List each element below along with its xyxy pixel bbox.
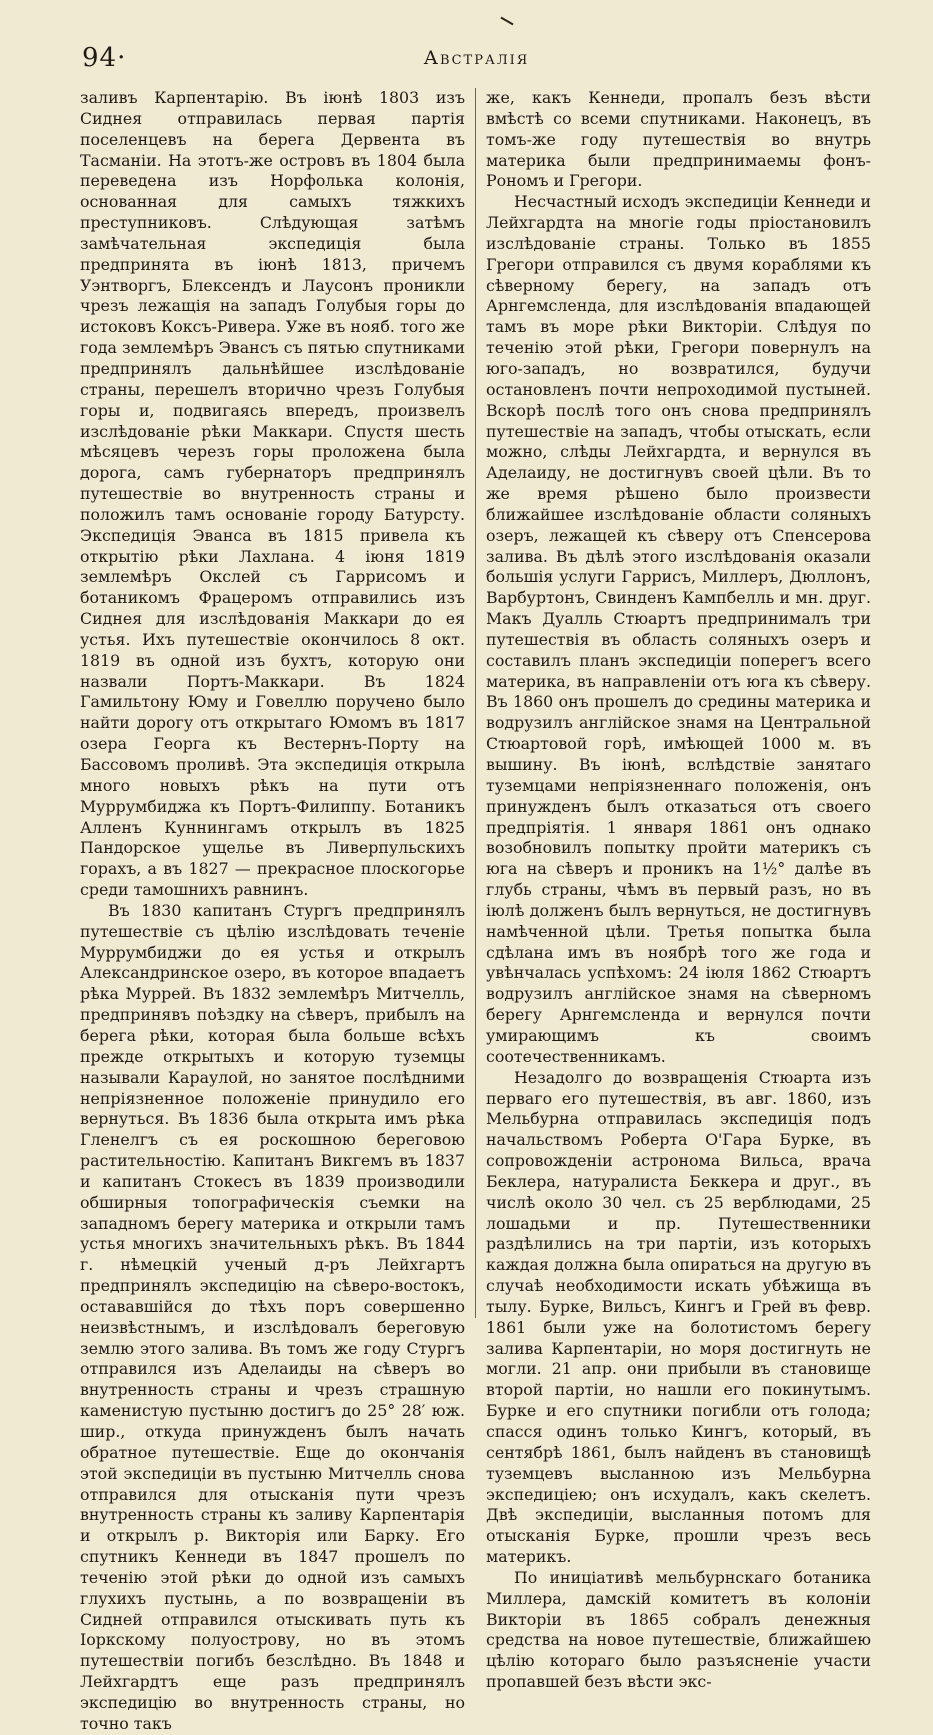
text-columns [80,88,872,1733]
paragraph: же, какъ Кеннеди, пропалъ безъ вѣсти вмѣстѣ со всеми спутниками. Наконецъ, въ томъ-же году путешествія во внутрь материка были предпринимаемы фонъ-Рономъ и Грегори. [486,88,872,191]
running-title: Австралія [423,47,530,69]
paragraph: Несчастный исходъ экспедиціи Кеннеди и Лейхгардта на многіе годы пріостановилъ изслѣдованіе страны. Только въ 1855 Грегори отправился съ двумя кораблями къ сѣверному берегу, на западъ отъ Арнгемсленда, для изслѣдованія впадающей тамъ въ море рѣки Викторіи. Слѣдуя по теченію этой рѣки, Грегори повернулъ на юго-западъ, но возвратился, будучи остановленъ почти непроходимой пустыней. Вскорѣ послѣ того онъ снова предпринялъ путешествіе на западъ, чтобы отыскать, если можно, слѣды Лейхгардта, и вернулся въ Аделаиду, не достигнувъ своей цѣли. Въ то же время рѣшено было произвести ближайшее изслѣдованіе области соляныхъ озеръ, лежащей къ сѣверу отъ Спенсерова залива. Въ дѣлѣ этого изслѣдованія оказали большія услуги Гаррисъ, Миллеръ, Дюллонъ, Варбуртонъ, Свинденъ Кампбелль и мн. друг. Макъ Дуалль Стюартъ предпринималъ три путешествія въ область соляныхъ озеръ и составилъ планъ экспедиціи поперегъ всего материка, въ направленіи отъ юга къ сѣверу. Въ 1860 онъ прошелъ до средины материка и водрузилъ англійское знамя на Центральной Стюартовой горѣ, имѣющей 1000 м. въ вышину. Въ іюнѣ, вслѣдствіе занятаго туземцами непріязненнаго положенія, онъ принужденъ былъ отказаться отъ своего предпріятія. 1 января 1861 онъ однако возобновилъ попытку пройти материкъ съ юга на сѣверъ и проникъ на 1½° далѣе въ глубь страны, чѣмъ въ первый разъ, но въ іюлѣ долженъ былъ вернуться, не достигнувъ намѣченной цѣли. Третья попытка была сдѣлана имъ въ ноябрѣ того же года и увѣнчалась успѣхомъ: 24 іюля 1862 Стюартъ водрузилъ англійское знамя на сѣверномъ берегу Арнгемсленда и вернулся почти умирающимъ къ своимъ соотечественникамъ. [486,192,872,1066]
paragraph: заливъ Карпентарію. Въ іюнѣ 1803 изъ Сиднея отправилась первая партія поселенцевъ на берега Дервента въ Тасманіи. На этотъ-же островъ въ 1804 была переведена изъ Норфолька колонія, основанная для самыхъ тяжкихъ преступниковъ. Слѣдующая затѣмъ замѣчательная экспедиція была предпринята въ іюнѣ 1813, причемъ Уэнтворгъ, Блексендъ и Лаусонъ проникли чрезъ лежащія на западъ Голубыя горы до истоковъ Коксъ-Ривера. Уже въ нояб. того же года землемѣръ Эвансъ съ пятью спутниками предпринялъ дальнѣйшее изслѣдованіе страны, перешелъ вторично чрезъ Голубыя горы и, подвигаясь впередъ, произвелъ изслѣдованіе рѣки Маккари. Спустя шесть мѣсяцевъ черезъ горы проложена была дорога, самъ губернаторъ предпринялъ путешествіе во внутренность страны и положилъ тамъ основаніе городу Батурсту. Экспедиція Эванса въ 1815 привела къ открытію рѣки Лахлана. 4 іюня 1819 землемѣръ Окслей съ Гаррисомъ и ботаникомъ Фрацеромъ отправились изъ Сиднея для изслѣдованія Маккари до ея устья. Ихъ путешествіе окончилось 8 окт. 1819 въ одной изъ бухтъ, которую они назвали Портъ-Маккари. Въ 1824 Гамильтону Юму и Говеллю поручено было найти дорогу отъ открытаго Юмомъ въ 1817 озера Георга къ Вестернъ-Порту на Бассовомъ проливѣ. Эта экспедиція открыла много новыхъ рѣкъ на пути отъ Муррумбиджа къ Портъ-Филиппу. Ботаникъ Алленъ Куннингамъ открылъ въ 1825 Пандорское ущелье въ Ливерпульскихъ горахъ, а въ 1827 — прекрасное плоскогорье среди тамошнихъ равнинъ. [80,88,466,900]
right-column [486,88,872,1692]
paragraph: По иниціативѣ мельбурнскаго ботаника Миллера, дамскій комитетъ въ колоніи Викторіи въ 1865 собралъ денежныя средства на новое путешествіе, ближайшею цѣлію котораго было разъясненіе участи пропавшей безъ вѣсти экс- [486,1567,872,1692]
page-header [82,40,871,76]
page-number: 94· [82,43,127,73]
print-mark [500,17,513,26]
paragraph: Въ 1830 капитанъ Стургъ предпринялъ путешествіе съ цѣлію изслѣдовать теченіе Муррумбиджи до ея устья и открылъ Александринское озеро, въ которое впадаетъ рѣка Муррей. Въ 1832 землемѣръ Митчелль, предпринявъ поѣздку на сѣверъ, прибылъ на берега рѣки, которая была больше всѣхъ прежде открытыхъ и которую туземцы называли Караулой, но занятое послѣдними непріязненное положеніе принудило его вернуться. Въ 1836 была открыта имъ рѣка Гленелгъ съ ея роскошною береговою растительностію. Капитанъ Викгемъ въ 1837 и капитанъ Стокесъ въ 1839 производили обширныя топографическія съемки на западномъ берегу материка и открыли тамъ устья многихъ значительныхъ рѣкъ. Въ 1844 г. нѣмецкій ученый д-ръ Лейхгартъ предпринялъ экспедицію на сѣверо-востокъ, остававшійся до тѣхъ поръ совершенно неизвѣстнымъ, и изслѣдовалъ береговую землю этого залива. Въ томъ же году Стургъ отправился изъ Аделаиды на сѣверъ во внутренность страны и чрезъ страшную каменистую пустыню достигъ до 25° 28′ юж. шир., откуда принужденъ былъ начать обратное путешествіе. Еще до окончанія этой экспедиціи въ пустыню Митчелль снова отправился для отысканія пути чрезъ внутренность страны къ заливу Карпентарія и открылъ р. Викторія или Барку. Его спутникъ Кеннеди въ 1847 прошелъ по теченію этой рѣки до одной изъ самыхъ глухихъ пустынь, а по возвращеніи въ Сидней отправился отыскивать путь къ Іоркскому полуострову, но въ этомъ путешествіи погибъ безслѣдно. Въ 1848 и Лейхгардтъ еще разъ предпринялъ экспедицію во внутренность страны, но точно такъ [80,900,466,1733]
column-divider [475,88,476,1318]
paragraph: Незадолго до возвращенія Стюарта изъ перваго его путешествія, въ авг. 1860, изъ Мельбурна отправилась экспедиція подъ начальствомъ Роберта О'Гара Бурке, въ сопровожденіи астронома Вильса, врача Беклера, натуралиста Беккера и друг., въ числѣ около 30 чел. съ 25 верблюдами, 25 лошадьми и пр. Путешественники раздѣлились на три партіи, изъ которыхъ каждая должна была опираться на другую въ случаѣ необходимости искать убѣжища въ тылу. Бурке, Вильсъ, Кингъ и Грей въ февр. 1861 были уже на болотистомъ берегу залива Карпентаріи, но моря достигнуть не могли. 21 апр. они прибыли въ становище второй партіи, но нашли его покинутымъ. Бурке и его спутники погибли отъ голода; спасся одинъ только Кингъ, который, въ сентябрѣ 1861, былъ найденъ въ становищѣ туземцевъ высланною изъ Мельбурна экспедиціею; онъ исхудалъ, какъ скелетъ. Двѣ экспедиціи, высланныя потомъ для отысканія Бурке, прошли чрезъ весь материкъ. [486,1067,872,1567]
left-column [80,88,466,1733]
